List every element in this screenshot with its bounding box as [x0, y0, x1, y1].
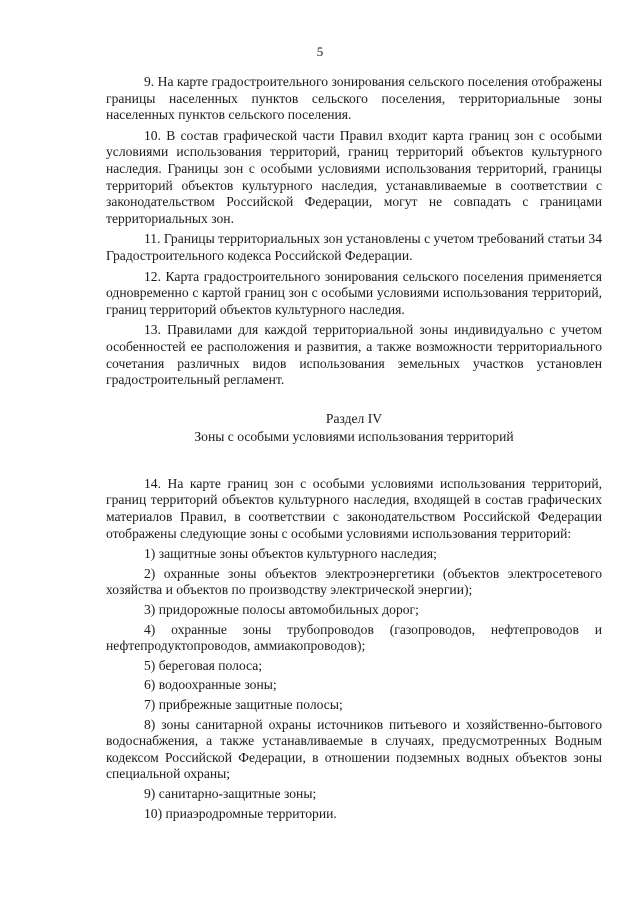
section-heading: Раздел IV: [325, 410, 383, 426]
paragraph-10: 10. В состав графической части Правил входит карта границ зон с особыми условиями использования территорий, границ территорий объектов культурного наследия. Границы зон с особыми условиями использования территорий, границы территорий объектов культурного наследия, устанавливаемые в соответствии с законодательством Российской Федерации, могут не совпадать с границами территориальных зон.: [106, 127, 602, 226]
list-item: 2) охранные зоны объектов электроэнергетики (объектов электросетевого хозяйства и объектов по производству электрической энергии);: [106, 565, 602, 598]
list-item: 9) санитарно-защитные зоны;: [144, 785, 317, 801]
document-body: [106, 74, 602, 825]
section-title: Зоны с особыми условиями использования территорий: [194, 429, 514, 445]
paragraph-9: 9. На карте градостроительного зонирования сельского поселения отображены границы населенных пунктов сельского поселения, территориальные зоны населенных пунктов сельского поселения.: [106, 74, 602, 123]
paragraph-12: 12. Карта градостроительного зонирования сельского поселения применяется одновременно с картой границ зон с особыми условиями использования территорий, границ территорий объектов культурного наследия.: [106, 268, 602, 317]
paragraph-13: 13. Правилами для каждой территориальной зоны индивидуально с учетом особенностей ее расположения и развития, а также возможности территориального сочетания различных видов использования земельных участков установлен градостроительный регламент.: [106, 322, 602, 388]
list-item: 3) придорожные полосы автомобильных дорог;: [144, 602, 419, 618]
paragraph-11: 11. Границы территориальных зон установлены с учетом требований статьи 34 Градостроительного кодекса Российской Федерации.: [106, 231, 602, 263]
list-item: 7) прибрежные защитные полосы;: [144, 697, 343, 712]
paragraph-14: 14. На карте границ зон с особыми условиями использования территорий, границ территорий объектов культурного наследия, входящей в состав графических материалов Правил, в соответствии с законодательством Российской Федерации отображены следующие зоны с особыми условиями использования территорий:: [106, 475, 602, 541]
list-item: 4) охранные зоны трубопроводов (газопроводов, нефтепроводов и нефтепродуктопроводов, аммиакопроводов);: [106, 621, 602, 654]
page-number: 5: [316, 44, 324, 59]
list-item: 5) береговая полоса;: [144, 657, 263, 673]
list-item: 6) водоохранные зоны;: [144, 677, 277, 693]
list-item: 8) зоны санитарной охраны источников питьевого и хозяйственно-бытового водоснабжения, а также устанавливаемые в случаях, предусмотренных Водным кодексом Российской Федерации, в отношении подземных водных объектов зоны специальной охраны;: [106, 716, 602, 782]
list-item: 1) защитные зоны объектов культурного наследия;: [144, 546, 437, 562]
list-item: 10) приаэродромные территории.: [144, 805, 337, 821]
zones-list: [106, 546, 602, 822]
